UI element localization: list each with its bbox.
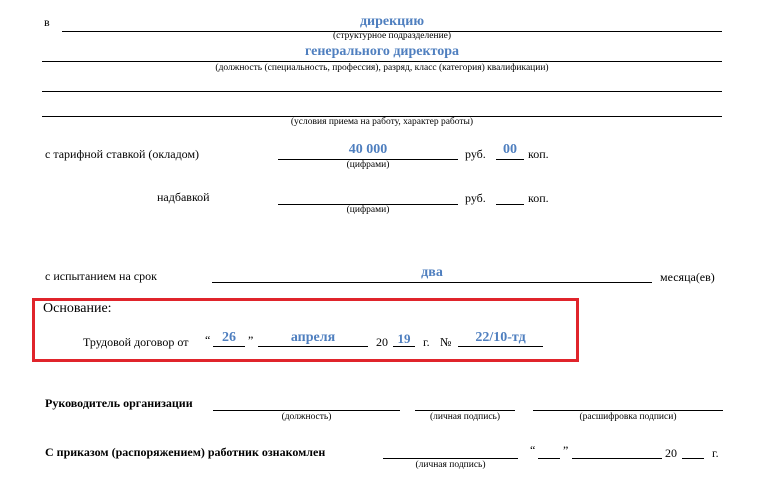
department-caption: (структурное подразделение) xyxy=(332,31,452,41)
head-caption-decoding: (расшифровка подписи) xyxy=(579,412,677,422)
position-line xyxy=(42,61,722,62)
bonus-kop-label: коп. xyxy=(528,191,549,205)
department-prefix: в xyxy=(44,15,50,29)
conditions-line-1 xyxy=(42,91,722,92)
head-caption-position: (должность) xyxy=(281,412,332,422)
acquainted-close-quote: ” xyxy=(563,443,569,457)
basis-close-quote: ” xyxy=(248,333,254,347)
probation-unit: месяца(ев) xyxy=(660,270,715,284)
acquainted-label: С приказом (распоряжением) работник ознакомлен xyxy=(45,445,326,459)
bonus-kop-line[interactable] xyxy=(496,204,524,205)
basis-number[interactable]: 22/10-тд xyxy=(475,330,526,345)
tariff-rub-label: руб. xyxy=(465,147,486,161)
tariff-amount[interactable]: 40 000 xyxy=(348,142,388,157)
head-position-line[interactable] xyxy=(213,410,400,411)
tariff-kop-line xyxy=(496,159,524,160)
tariff-caption: (цифрами) xyxy=(346,160,390,170)
basis-day-line xyxy=(213,346,245,347)
acquainted-year-prefix: 20 xyxy=(665,446,677,460)
basis-open-quote: “ xyxy=(205,333,211,347)
head-label: Руководитель организации xyxy=(45,396,193,410)
probation-label: с испытанием на срок xyxy=(45,269,157,283)
position-value[interactable]: генерального директора xyxy=(304,44,460,59)
basis-title: Основание: xyxy=(43,301,112,316)
acquainted-signature-line[interactable] xyxy=(383,458,518,459)
acquainted-day-line[interactable] xyxy=(538,458,560,459)
acquainted-caption-signature: (личная подпись) xyxy=(415,460,486,470)
tariff-kop-label: коп. xyxy=(528,147,549,161)
basis-month-line xyxy=(258,346,368,347)
tariff-kop[interactable]: 00 xyxy=(503,142,517,157)
head-decoding-line[interactable] xyxy=(533,410,723,411)
head-signature-line[interactable] xyxy=(415,410,515,411)
basis-day[interactable]: 26 xyxy=(222,330,236,345)
probation-value[interactable]: два xyxy=(421,265,443,280)
bonus-rub-label: руб. xyxy=(465,191,486,205)
basis-year-label: г. xyxy=(423,335,430,349)
basis-contract-label: Трудовой договор от xyxy=(83,335,189,349)
department-value[interactable]: дирекцию xyxy=(359,14,425,29)
basis-number-sign: № xyxy=(440,335,452,349)
tariff-label: с тарифной ставкой (окладом) xyxy=(45,147,200,161)
acquainted-month-line[interactable] xyxy=(572,458,662,459)
acquainted-year-line[interactable] xyxy=(682,458,704,459)
head-caption-signature: (личная подпись) xyxy=(429,412,501,422)
position-caption: (должность (специальность, профессия), разряд, класс (категория) квалификации) xyxy=(215,63,549,73)
bonus-caption: (цифрами) xyxy=(346,205,390,215)
conditions-caption: (условия приема на работу, характер работы) xyxy=(290,117,474,127)
basis-year-prefix: 20 xyxy=(376,335,388,349)
probation-line xyxy=(212,282,652,283)
acquainted-year-label: г. xyxy=(712,446,719,460)
acquainted-open-quote: “ xyxy=(530,443,536,457)
bonus-label: надбавкой xyxy=(157,190,210,204)
basis-year-suffix[interactable]: 19 xyxy=(397,331,411,346)
basis-number-line xyxy=(458,346,543,347)
basis-month[interactable]: апреля xyxy=(290,330,336,345)
